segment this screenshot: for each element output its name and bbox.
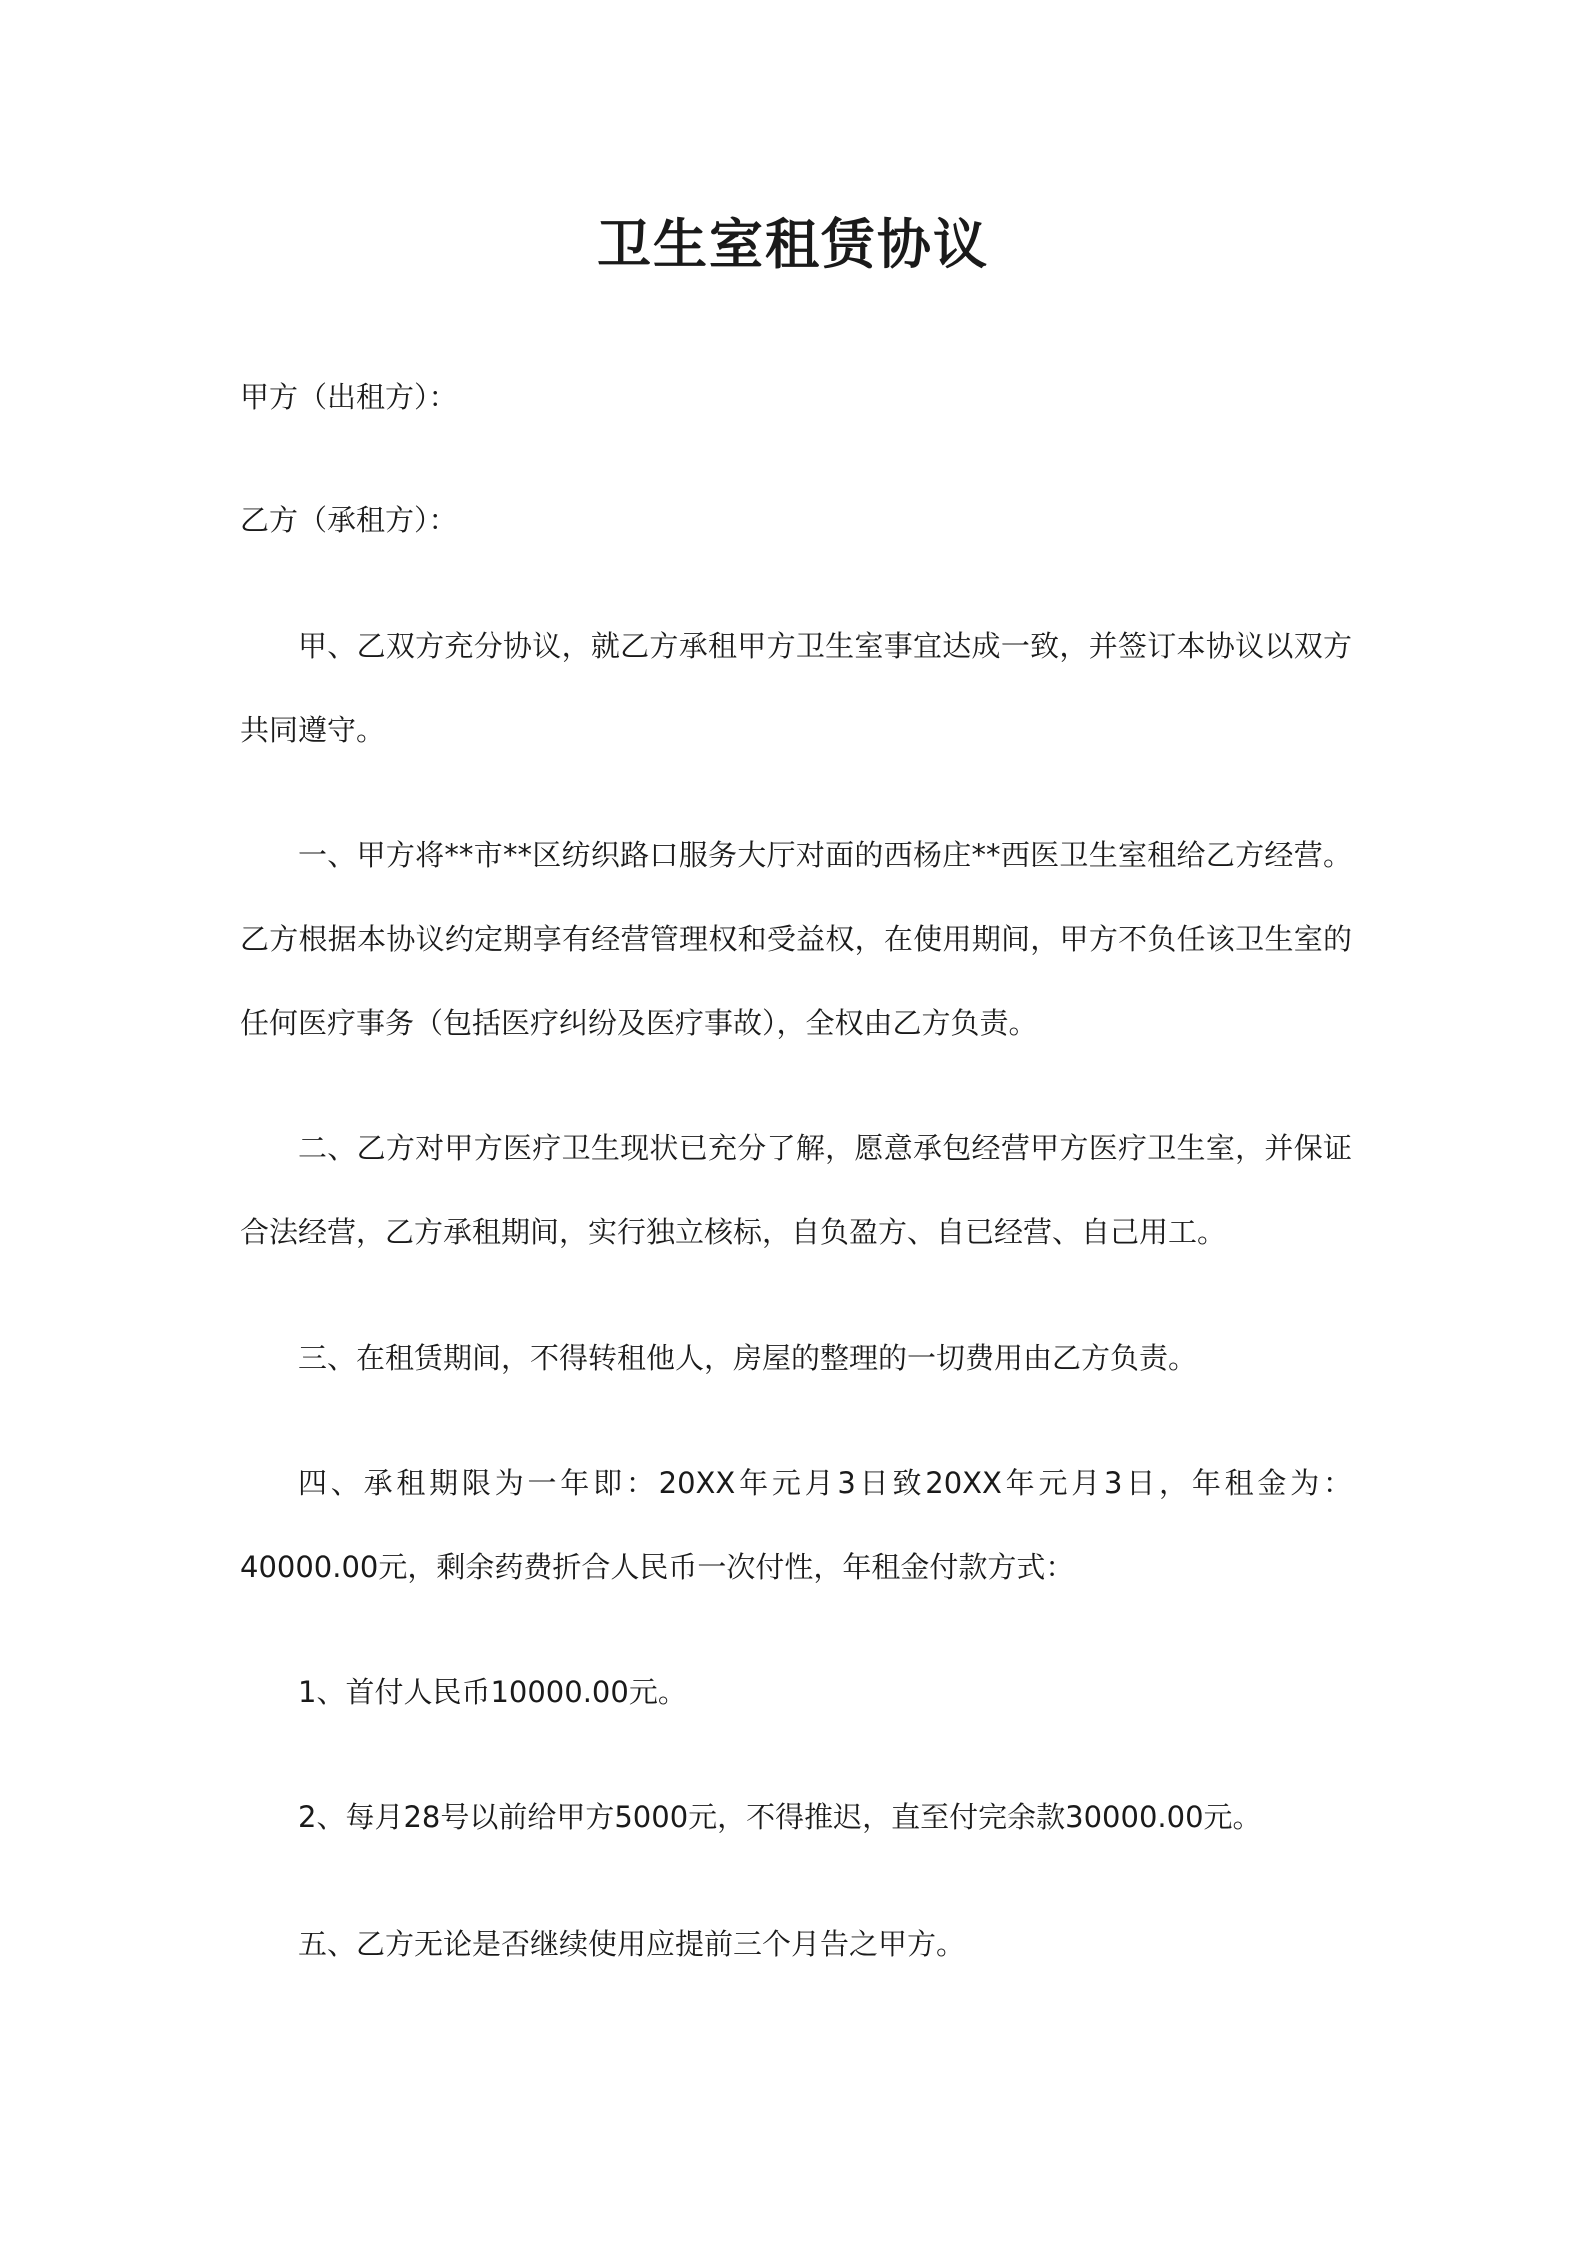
clause-4-item-1: 1、首付人民币10000.00元。 — [298, 1675, 687, 1709]
clause-4: 四、承租期限为一年即：20XX年元月3日致20XX年元月3日，年租金为：40000.00元，剩余药费折合人民币一次付性，年租金付款方式： — [240, 1466, 1352, 1584]
clause-5: 五、乙方无论是否继续使用应提前三个月告之甲方。 — [298, 1927, 966, 1961]
party-a-line: 甲方（出租方）： — [240, 380, 458, 414]
clause-3: 三、在租赁期间，不得转租他人，房屋的整理的一切费用由乙方负责。 — [298, 1341, 1198, 1375]
clause-2: 二、乙方对甲方医疗卫生现状已充分了解，愿意承包经营甲方医疗卫生室，并保证合法经营，乙方承租期间，实行独立核标，自负盈方、自已经营、自己用工。 — [240, 1131, 1352, 1249]
clause-1: 一、甲方将**市**区纺织路口服务大厅对面的西杨庄**西医卫生室租给乙方经营。乙方根据本协议约定期享有经营管理权和受益权，在使用期间，甲方不负任该卫生室的任何医疗事务（包括医疗纠纷及医疗事故），全权由乙方负责。 — [240, 838, 1352, 1040]
document-title: 卫生室租赁协议 — [597, 213, 989, 276]
intro-paragraph: 甲、乙双方充分协议，就乙方承租甲方卫生室事宜达成一致，并签订本协议以双方共同遵守。 — [240, 629, 1352, 747]
clause-4-item-2: 2、每月28号以前给甲方5000元，不得推迟，直至付完余款30000.00元。 — [298, 1800, 1262, 1834]
party-b-line: 乙方（承租方）： — [240, 503, 458, 537]
